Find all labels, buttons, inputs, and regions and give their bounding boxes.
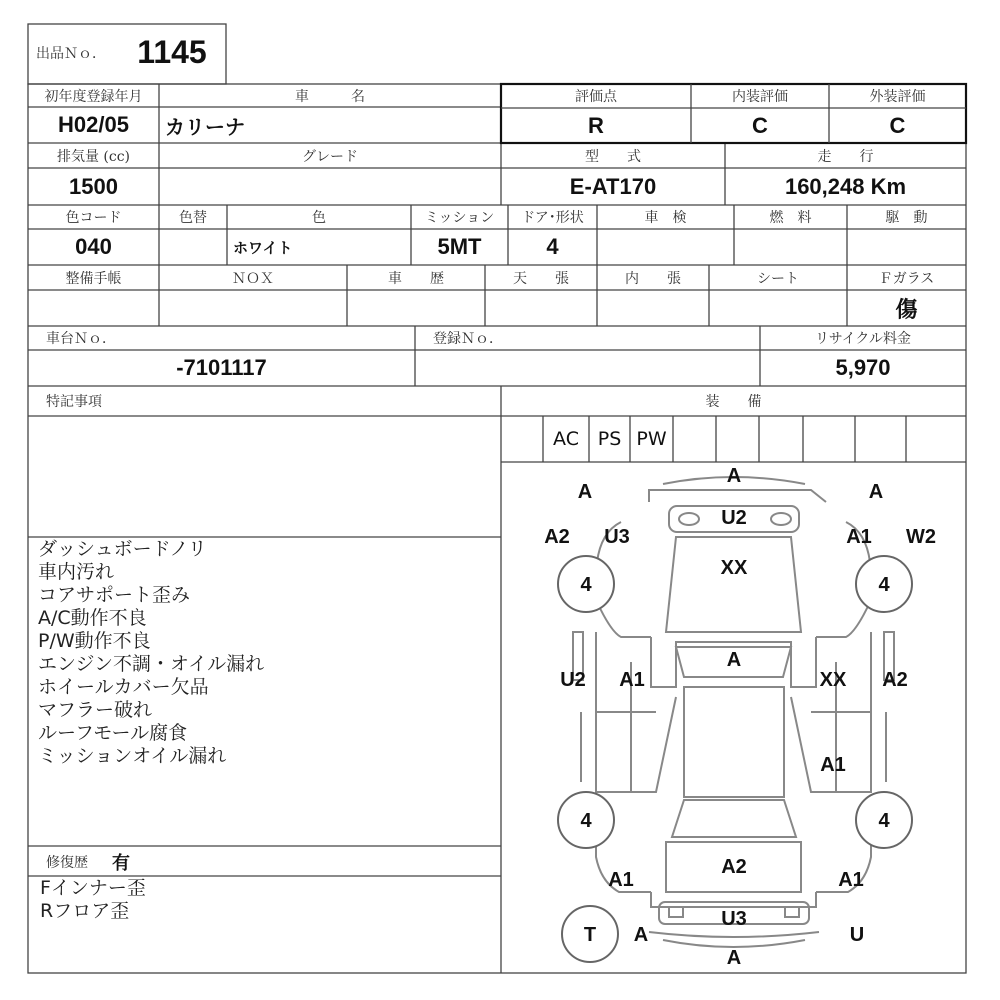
damage-left-a: A [577, 481, 593, 503]
damage-hood: XX [720, 557, 748, 579]
seat-label: シート [757, 270, 799, 287]
damage-windshield: A [726, 649, 742, 671]
damage-top-a: A [726, 465, 742, 487]
inspection-value [597, 229, 734, 265]
registration-value [415, 350, 760, 386]
grade-label: グレード [302, 148, 358, 165]
color-code-label: 色コード [65, 210, 122, 226]
color-label: 色 [312, 210, 326, 226]
fglass-label: Ｆガラス [878, 270, 935, 287]
remark-line: エンジン不調・オイル漏れ [38, 653, 265, 675]
remark-line: コアサポート歪み [38, 584, 191, 606]
score-label: 評価点 [575, 89, 617, 105]
equipment-label: 装 備 [705, 394, 762, 410]
drive-label: 駆 動 [885, 210, 928, 226]
first-reg-label: 初年度登録年月 [44, 88, 143, 105]
model-value: E-AT170 [569, 173, 657, 199]
remarks-label: 特記事項 [46, 394, 102, 410]
car-damage-diagram [501, 462, 966, 973]
remark-line: ルーフモール腐食 [38, 722, 188, 744]
displacement-value: 1500 [69, 173, 118, 199]
damage-right-a2: A2 [882, 669, 908, 691]
mileage-label: 走 行 [817, 148, 874, 165]
lot-label: 出品Ｎｏ． [36, 46, 106, 62]
exterior-value: C [889, 112, 906, 138]
equipment-ac: AC [553, 428, 579, 450]
repair-line: Fインナー歪 [40, 877, 146, 899]
recycle-value: 5,970 [835, 355, 891, 380]
grade-value [159, 168, 501, 205]
displacement-label: 排気量 (cc) [56, 148, 131, 165]
damage-fr-w2: W2 [906, 526, 936, 548]
tire-fr-value: 4 [878, 574, 890, 596]
remark-line: マフラー破れ [38, 699, 153, 721]
damage-rear-u3: U3 [721, 908, 747, 930]
damage-right-a: A [868, 481, 884, 503]
inspection-label: 車 検 [644, 210, 687, 226]
mileage-value: 160,248 Km [784, 173, 907, 199]
fuel-value [734, 229, 847, 265]
damage-fl-u3: U3 [604, 526, 630, 548]
roof-label: 天 張 [513, 270, 569, 287]
remark-line: A/C動作不良 [38, 607, 147, 629]
fuel-label: 燃 料 [769, 210, 812, 226]
chassis-label: 車台Ｎｏ． [46, 331, 116, 347]
interior-trim-label: 内 張 [625, 270, 681, 287]
damage-rl-a1: A1 [608, 869, 634, 891]
equipment-ps: PS [597, 428, 622, 450]
exterior-label: 外装評価 [869, 89, 926, 105]
damage-fr-a1: A1 [846, 526, 872, 548]
interior-label: 内装評価 [732, 89, 788, 105]
remark-line: ホイールカバー欠品 [38, 676, 209, 698]
maintenance-label: 整備手帳 [65, 270, 122, 287]
car-name-value: カリーナ [165, 116, 245, 139]
remark-line: P/W動作不良 [38, 630, 151, 652]
damage-rear-a-left: A [633, 924, 649, 946]
damage-left-u2: U2 [560, 669, 586, 691]
remark-line: ミッションオイル漏れ [38, 745, 227, 767]
equipment-pw: PW [636, 428, 667, 450]
remark-line: 車内汚れ [38, 561, 115, 583]
tire-fl-value: 4 [580, 574, 592, 596]
damage-rear-u: U [849, 924, 865, 946]
damage-right-a1: A1 [820, 754, 846, 776]
tire-rl-value: 4 [580, 810, 592, 832]
damage-bottom-a: A [726, 947, 742, 969]
history-label: 車 歴 [388, 270, 444, 287]
damage-fl-a2: A2 [544, 526, 570, 548]
mission-label: ミッション [424, 210, 495, 226]
score-value: R [588, 112, 604, 138]
color-code-value: 040 [75, 234, 112, 259]
remarks-list [38, 538, 493, 768]
repair-line: Rフロア歪 [40, 900, 130, 922]
mission-value: 5MT [437, 234, 482, 259]
interior-value: C [752, 112, 768, 138]
first-reg-value: H02/05 [58, 112, 129, 137]
registration-label: 登録Ｎｏ． [433, 331, 503, 347]
spare-tire-value: T [583, 924, 597, 946]
nox-label: ＮＯＸ [232, 270, 274, 287]
model-label: 型 式 [585, 148, 641, 165]
repaint-label: 色替 [179, 210, 207, 226]
damage-rr-a1: A1 [838, 869, 864, 891]
recycle-label: リサイクル料金 [814, 331, 912, 347]
color-value: ホワイト [233, 239, 293, 257]
door-value: 4 [546, 234, 559, 259]
fglass-value: 傷 [895, 296, 918, 323]
damage-left-a1: A1 [619, 669, 645, 691]
lot-number: 1145 [137, 33, 207, 70]
drive-value [847, 229, 966, 265]
remark-line: ダッシュボードノリ [38, 538, 207, 560]
damage-grille-u2: U2 [721, 507, 747, 529]
damage-trunk-a2: A2 [721, 856, 747, 878]
repair-label: 修復歴 [46, 855, 88, 871]
damage-right-xx: XX [819, 669, 847, 691]
repaint-value [159, 229, 227, 265]
car-name-label: 車 名 [295, 88, 365, 105]
tire-rr-value: 4 [878, 810, 890, 832]
chassis-value: -7101117 [176, 355, 267, 380]
repair-list [40, 877, 495, 923]
door-label: ドア･形状 [521, 210, 584, 226]
repair-value: 有 [112, 853, 130, 874]
